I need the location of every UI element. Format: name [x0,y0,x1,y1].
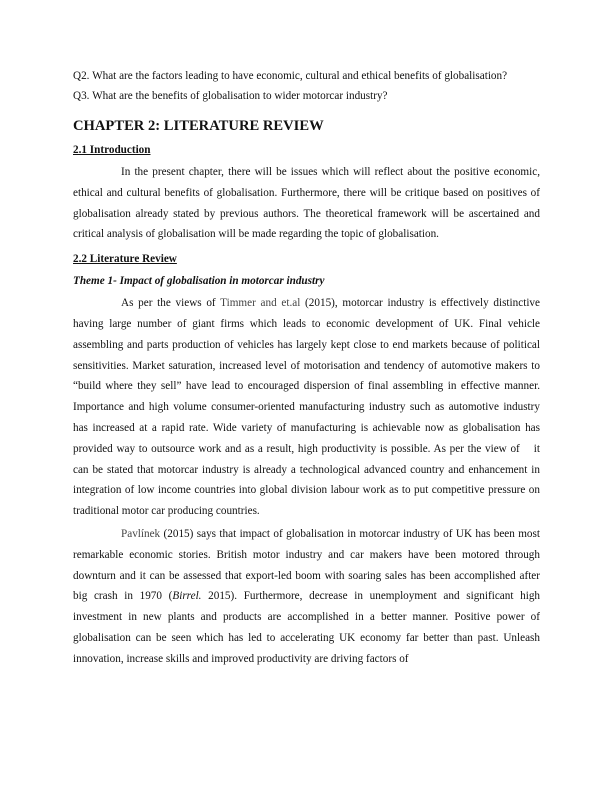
paragraph-text: As per the views of [121,297,221,310]
document-page [73,66,540,670]
theme-paragraph-2 [73,524,540,670]
section-heading-literature-review: 2.2 Literature Review [73,253,177,266]
paragraph-text: 2015). Furthermore, decrease in unemployment and significant high investment in new plants and products are accomplished in a better manner. Positive power of globalisation can be seen which has led to accelerating UK economy far better than past. Unleash innovation, increase skills and improved productivity are driving factors of [73,590,541,665]
citation-timmer: Timmer and et.al [220,297,301,310]
theme-heading: Theme 1- Impact of globalisation in motorcar industry [73,275,325,288]
research-question-2: Q2. What are the factors leading to have economic, cultural and ethical benefits of globalisation? [73,70,508,82]
research-question-3: Q3. What are the benefits of globalisation to wider motorcar industry? [73,90,388,102]
paragraph-text: (2015) says that impact of globalisation in motorcar industry of UK has been most remarkable economic stories. British motor industry and car makers have been motored through downturn and it can be assessed that export-led boom with soaring sales has been accomplished after big crash in 1970 ( [73,527,540,603]
introduction-paragraph: In the present chapter, there will be issues which will reflect about the positive economic, ethical and cultural benefits of globalisation. Furthermore, there will be critique based on positives of globalisation already stated by previous authors. The theoretical framework will be ascertained and critical analysis of globalisation will be made regarding the topic of globalisation. [73,166,540,241]
paragraph-text: (2015), motorcar industry is effectively distinctive having large number of giant firms which leads to economic development of UK. Final vehicle assembling and parts production of vehicles has largely kept close to end markets because of political sensitivities. Market saturation, increased level of motorisation and tendency of automotive makers to “build where they sell” have lead to encouraged dispersion of final assembling in effective manner. Importance and high volume consumer-oriented manufacturing industry such as automotive industry has increased at a rapid rate. Wide variety of manufacturing is achievable now as globalisation has provided way to outsource work and as a result, high productivity is possible. As per the view of [73,297,540,455]
theme-paragraph-1 [73,293,540,522]
citation-pavlinek: Pavlínek [121,527,161,540]
chapter-title: CHAPTER 2: LITERATURE REVIEW [73,118,324,134]
paragraph-text: it can be stated that motorcar industry is already a technological advanced country and enhancement in integration of low income countries into global division labour work as to put competitive pressure on traditional motor car producing countries. [73,442,540,518]
citation-birrel: Birrel. [172,590,202,603]
section-heading-introduction: 2.1 Introduction [73,144,151,156]
